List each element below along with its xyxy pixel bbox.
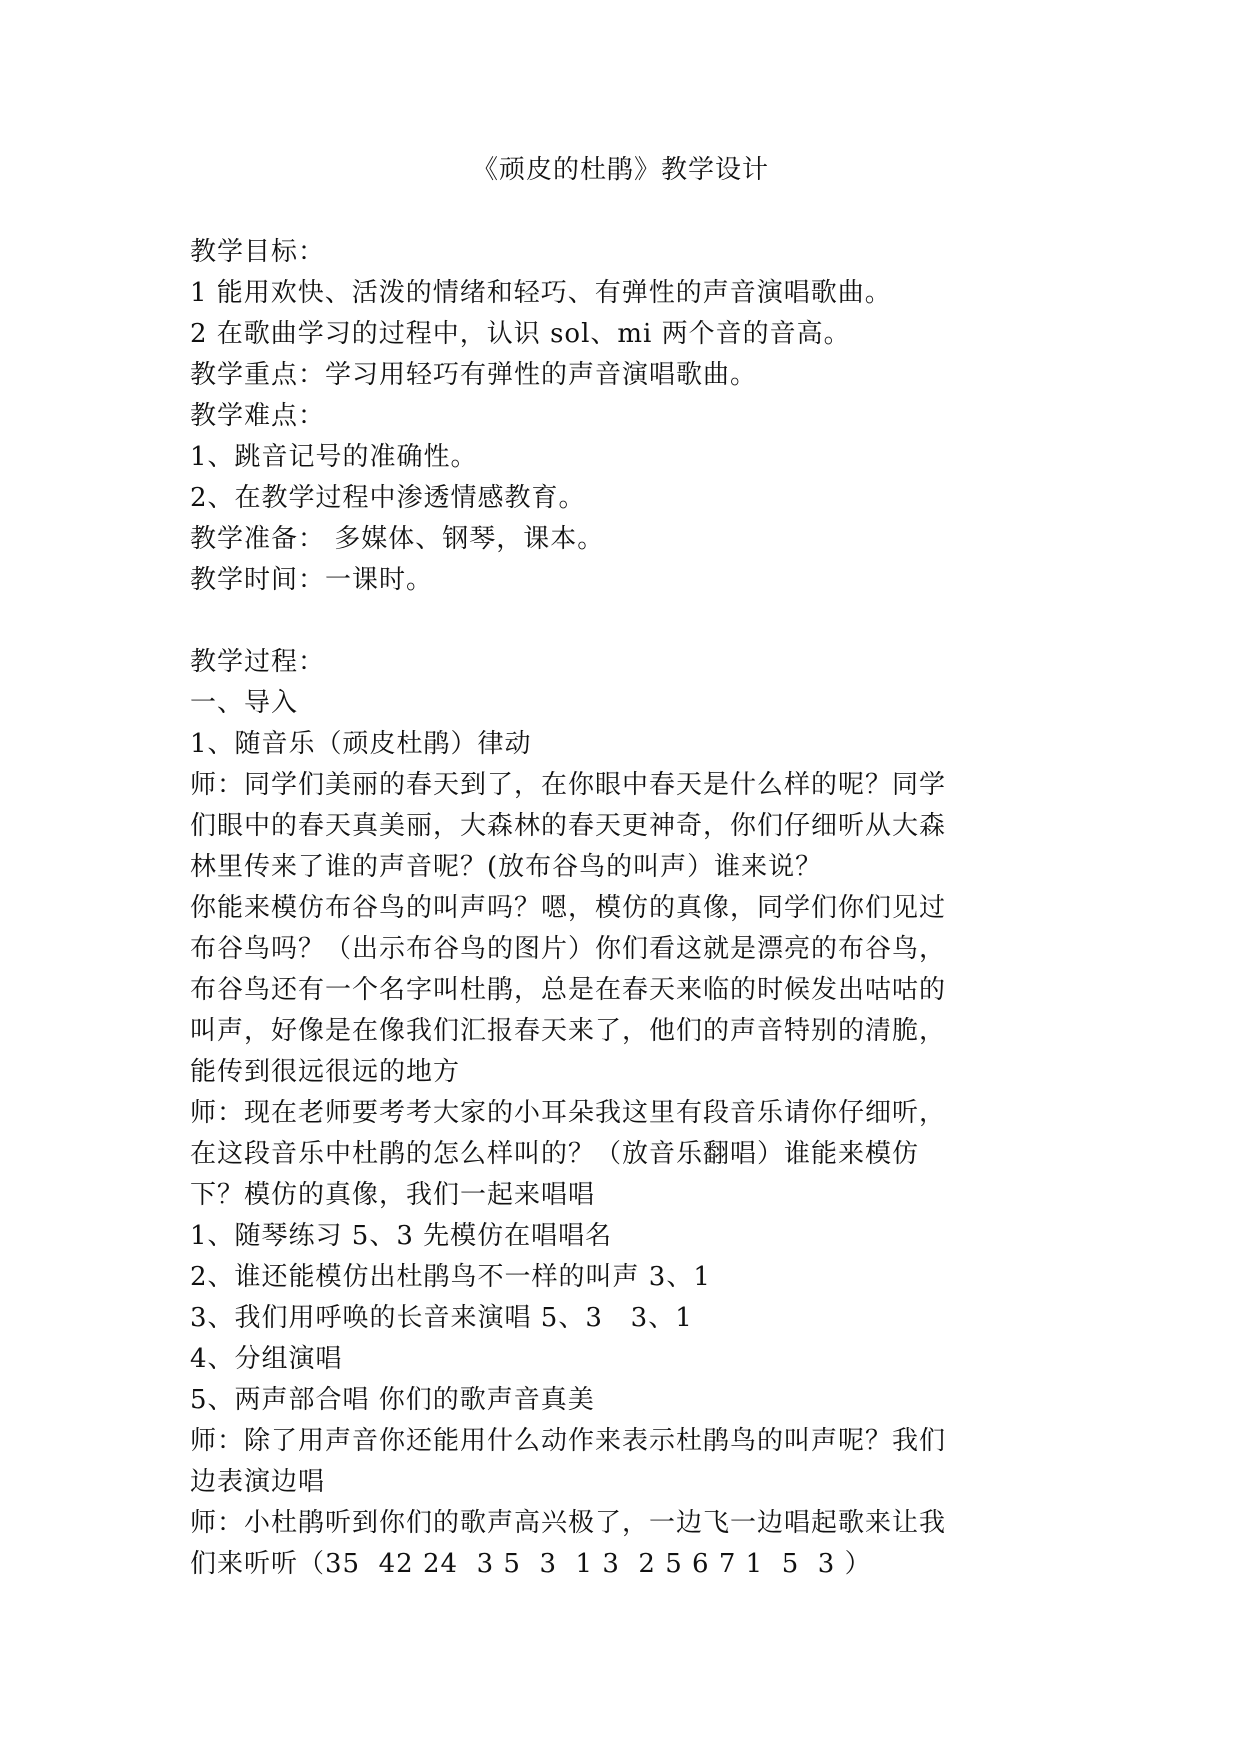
objective-1: 1 能用欢快、活泼的情绪和轻巧、有弹性的声音演唱歌曲。 [190, 278, 892, 308]
key-point: 教学重点：学习用轻巧有弹性的声音演唱歌曲。 [190, 360, 758, 390]
section-heading-difficulties: 教学难点： [190, 401, 326, 431]
process-line: 4、分组演唱 [190, 1344, 343, 1374]
process-line: 林里传来了谁的声音呢？(放布谷鸟的叫声）谁来说？ [190, 852, 823, 882]
section-heading-objectives: 教学目标： [190, 237, 326, 267]
process-line: 能传到很远很远的地方 [190, 1057, 461, 1087]
paragraph-gap [190, 601, 1070, 642]
process-line: 2、谁还能模仿出杜鹃鸟不一样的叫声 3、1 [190, 1262, 711, 1292]
process-line: 在这段音乐中杜鹃的怎么样叫的？（放音乐翻唱）谁能来模仿 [190, 1139, 920, 1169]
process-line: 师：同学们美丽的春天到了，在你眼中春天是什么样的呢？同学 [190, 770, 947, 800]
process-line: 师：除了用声音你还能用什么动作来表示杜鹃鸟的叫声呢？我们 [190, 1426, 947, 1456]
process-line: 布谷鸟还有一个名字叫杜鹃，总是在春天来临的时候发出咕咕的 [190, 975, 947, 1005]
process-line: 1、随音乐（顽皮杜鹃）律动 [190, 729, 532, 759]
document-title: 《顽皮的杜鹃》教学设计 [471, 155, 769, 185]
process-line: 5、两声部合唱 你们的歌声音真美 [190, 1385, 595, 1415]
process-line: 师：小杜鹃听到你们的歌声高兴极了，一边飞一边唱起歌来让我 [190, 1508, 947, 1538]
difficulty-2: 2、在教学过程中渗透情感教育。 [190, 483, 586, 513]
process-line: 你能来模仿布谷鸟的叫声吗？嗯，模仿的真像，同学们你们见过 [190, 893, 947, 923]
process-line: 布谷鸟吗？（出示布谷鸟的图片）你们看这就是漂亮的布谷鸟， [190, 934, 947, 964]
teaching-time: 教学时间：一课时。 [190, 565, 434, 595]
process-line: 们来听听（35 42 24 3 5 3 1 3 2 5 6 7 1 5 3 ） [190, 1549, 872, 1579]
process-line: 师：现在老师要考考大家的小耳朵我这里有段音乐请你仔细听， [190, 1098, 947, 1128]
process-line: 3、我们用呼唤的长音来演唱 5、3 3、1 [190, 1303, 693, 1333]
process-line: 下？模仿的真像，我们一起来唱唱 [190, 1180, 596, 1210]
process-line: 叫声，好像是在像我们汇报春天来了，他们的声音特别的清脆， [190, 1016, 947, 1046]
process-line: 1、随琴练习 5、3 先模仿在唱唱名 [190, 1221, 613, 1251]
process-line: 一、导入 [190, 688, 299, 718]
difficulty-1: 1、跳音记号的准确性。 [190, 442, 478, 472]
document-body [190, 232, 1070, 1585]
objective-2: 2 在歌曲学习的过程中，认识 sol、mi 两个音的音高。 [190, 319, 851, 349]
preparation: 教学准备： 多媒体、钢琴，课本。 [190, 524, 605, 554]
process-line: 们眼中的春天真美丽，大森林的春天更神奇，你们仔细听从大森 [190, 811, 947, 841]
process-line: 边表演边唱 [190, 1467, 326, 1497]
section-heading-process: 教学过程： [190, 647, 326, 677]
